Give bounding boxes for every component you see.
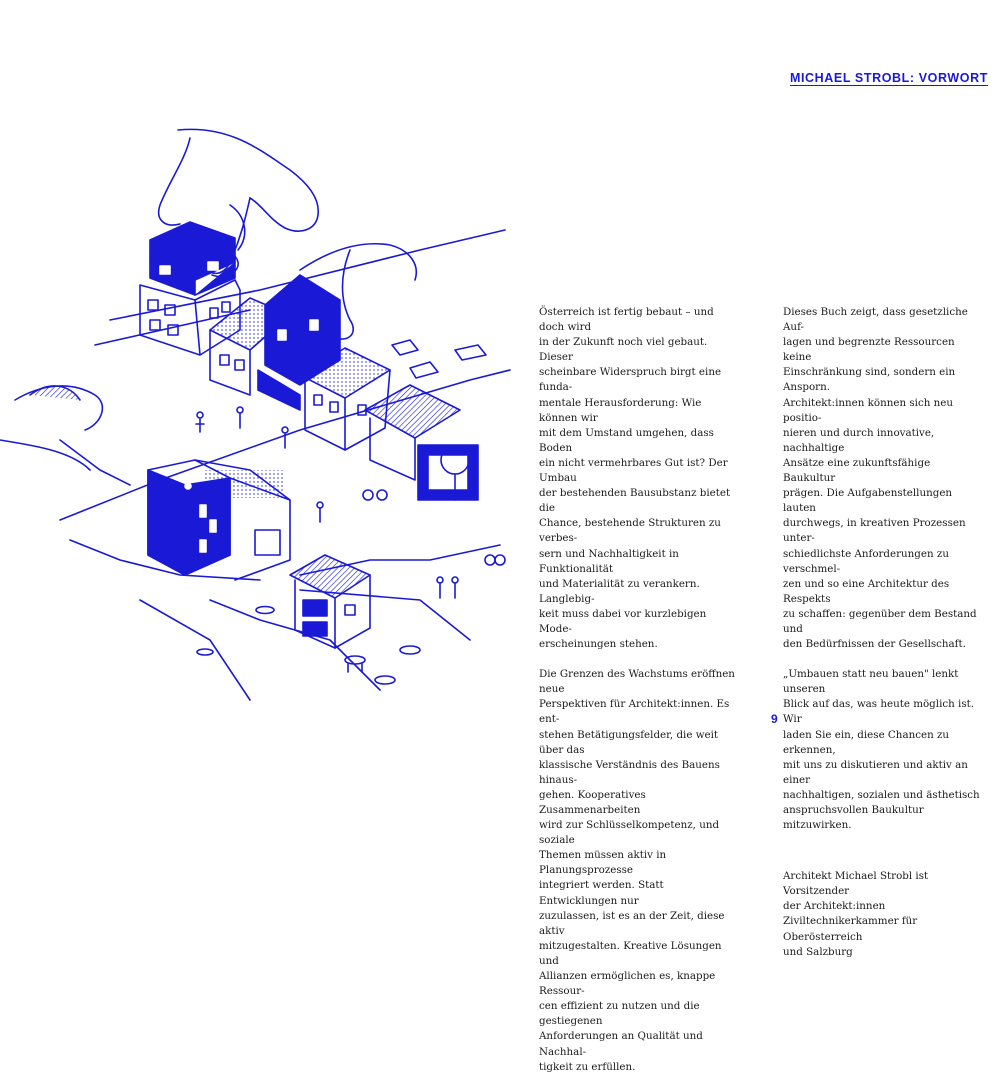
running-header: MICHAEL STROBL: VORWORT [789, 71, 988, 85]
author-bio: Architekt Michael Strobl ist Vorsitzender der Architekt:innen Ziviltechnikerkammer für Oberösterreich und Salzburg [783, 870, 929, 958]
text-column-left [539, 305, 739, 1090]
paragraph: Die Grenzen des Wachstums eröffnen neue Perspektiven für Architekt:innen. Es ent- stehen Betätigungsfelder, die weit über das klassische Verständnis des Bauens hinaus- gehen. Kooperatives Zusammenarbeiten wird zur Schlüsselkompetenz, und soziale Themen müssen aktiv in Planungsprozesse integriert werden. Statt Entwicklungen nur zuzulassen, ist es an der Zeit, diese aktiv mitzugestalten. Kreative Lösungen und Allianzen ermöglichen es, knappe Ressour- cen effizient zu nutzen und die gestiegenen Anforderungen an Qualität und Nachhal- tigkeit zu erfüllen. [539, 668, 735, 1073]
text-column-right [783, 305, 983, 975]
paragraph: Dieses Buch zeigt, dass gesetzliche Auf- lagen und begrenzte Ressourcen keine Einschränkung sind, sondern ein Ansporn. Architekt:innen können sich neu positio- nieren und durch innovative, nachhaltige Ansätze eine zukunftsfähige Baukultur prägen. Die Aufgabenstellungen lauten durchwegs, in kreativen Prozessen unter- schiedlichste Anforderungen zu verschmel- zen und so eine Architektur des Respekts zu schaffen: gegenüber dem Bestand und den Bedürfnissen der Gesellschaft. [783, 306, 977, 651]
paragraph: „Umbauen statt neu bauen" lenkt unseren Blick auf das, was heute möglich ist. Wir laden Sie ein, diese Chancen zu erkennen, mit uns zu diskutieren und aktiv an einer nachhaltigen, sozialen und ästhetisch anspruchsvollen Baukultur mitzuwirken. [783, 668, 980, 832]
page-number: 9 [771, 712, 778, 726]
village-hands-illustration [0, 100, 520, 710]
paragraph: Österreich ist fertig bebaut – und doch wird in der Zukunft noch viel gebaut. Dieser scheinbare Widerspruch birgt eine funda- mentale Herausforderung: Wie können wir mit dem Umstand umgehen, dass Boden ein nicht vermehrbares Gut ist? Der Umbau der bestehenden Bausubstanz bietet die Chance, bestehende Strukturen zu verbes- sern und Nachhaltigkeit in Funktionalität und Materialität zu verankern. Langlebig- keit muss dabei vor kurzlebigen Mode- erscheinungen stehen. [539, 306, 731, 651]
